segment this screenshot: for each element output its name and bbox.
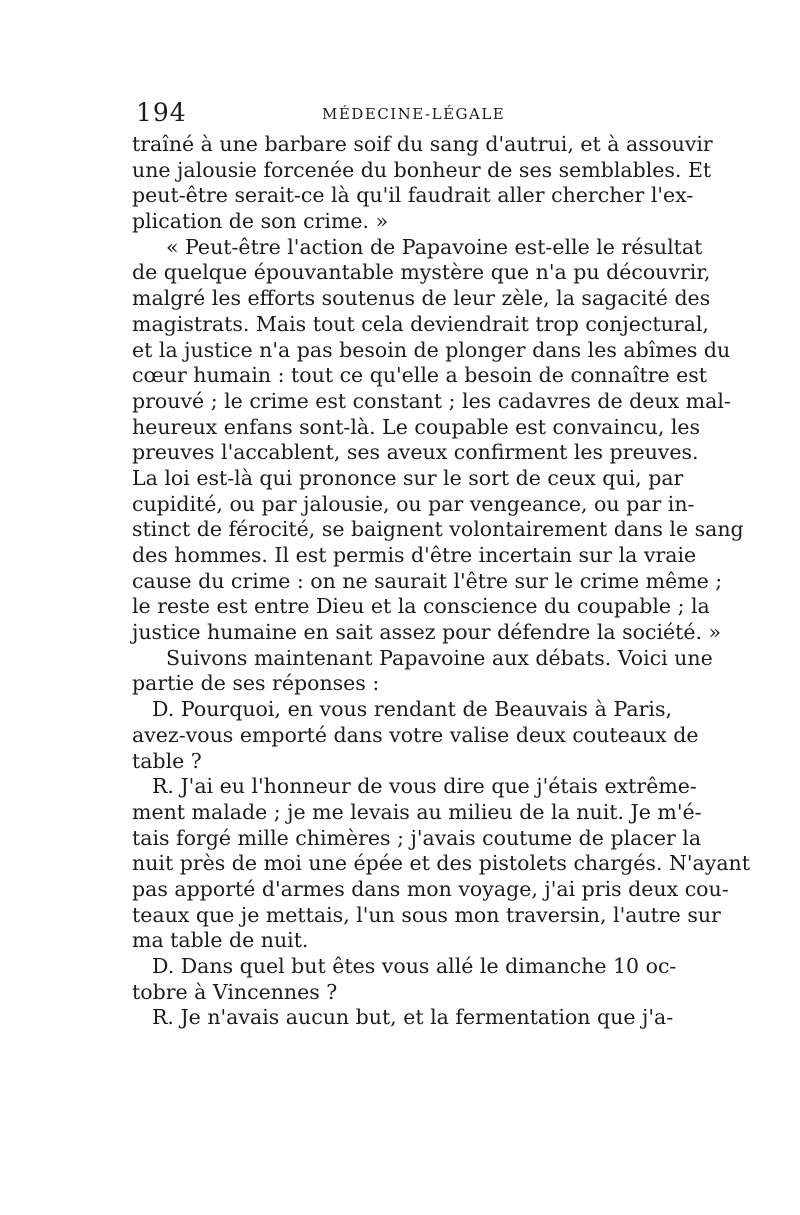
text-line: nuit près de moi une épée et des pistolets chargés. N'ayant [132, 851, 750, 876]
text-line: cupidité, ou par jalousie, ou par vengeance, ou par in- [132, 491, 695, 516]
text-line: ma table de nuit. [132, 928, 309, 953]
text-line: malgré les efforts soutenus de leur zèle, la sagacité des [132, 286, 711, 311]
text-line: R. Je n'avais aucun but, et la fermentation que j'a- [152, 1005, 674, 1030]
text-line: D. Pourquoi, en vous rendant de Beauvais à Paris, [152, 697, 672, 722]
text-block [132, 98, 750, 1031]
text-line: prouvé ; le crime est constant ; les cadavres de deux mal- [132, 388, 731, 413]
text-line: D. Dans quel but êtes vous allé le dimanche 10 oc- [152, 954, 677, 978]
text-line: partie de ses réponses : [132, 671, 380, 696]
text-line: « Peut-être l'action de Papavoine est-elle le résultat [166, 234, 703, 259]
text-line: plication de son crime. » [132, 209, 389, 234]
text-line: heureux enfans sont-là. Le coupable est convaincu, les [132, 414, 701, 439]
running-head [132, 98, 672, 132]
text-line: teaux que je mettais, l'un sous mon traversin, l'autre sur [132, 902, 721, 927]
text-line: R. J'ai eu l'honneur de vous dire que j'étais extrême- [152, 774, 697, 799]
text-line: stinct de férocité, se baignent volontairement dans le sang [132, 517, 744, 542]
body-text [132, 132, 750, 1031]
text-line: peut-être serait-ce là qu'il faudrait aller chercher l'ex- [132, 183, 694, 208]
text-line: pas apporté d'armes dans mon voyage, j'ai pris deux cou- [132, 876, 729, 901]
page-number: 194 [136, 98, 187, 127]
text-line: cœur humain : tout ce qu'elle a besoin de connaître est [132, 363, 708, 388]
text-line: cause du crime : on ne saurait l'être sur le crime même ; [132, 568, 723, 593]
text-line: une jalousie forcenée du bonheur de ses semblables. Et [132, 157, 712, 182]
text-line: ment malade ; je me levais au milieu de la nuit. Je m'é- [132, 799, 702, 824]
text-line: des hommes. Il est permis d'être incertain sur la vraie [132, 543, 697, 567]
text-line: La loi est-là qui prononce sur le sort de ceux qui, par [132, 465, 684, 490]
running-title: MÉDECINE-LÉGALE [322, 105, 506, 123]
text-line: table ? [132, 748, 202, 773]
text-line: traîné à une barbare soif du sang d'autrui, et à assouvir [132, 132, 713, 156]
text-line: avez-vous emporté dans votre valise deux couteaux de [132, 722, 699, 747]
text-line: et la justice n'a pas besoin de plonger dans les abîmes du [132, 337, 731, 362]
text-line: tobre à Vincennes ? [132, 979, 338, 1004]
text-line: magistrats. Mais tout cela deviendrait trop conjectural, [132, 311, 709, 336]
text-line: de quelque épouvantable mystère que n'a pu découvrir, [132, 260, 711, 285]
text-line: preuves l'accablent, ses aveux confirment les preuves. [132, 440, 699, 465]
text-line: justice humaine en sait assez pour défendre la société. » [132, 620, 722, 645]
text-line: le reste est entre Dieu et la conscience du coupable ; la [132, 594, 710, 619]
text-line: Suivons maintenant Papavoine aux débats. Voici une [166, 645, 713, 670]
text-line: tais forgé mille chimères ; j'avais coutume de placer la [132, 825, 702, 850]
